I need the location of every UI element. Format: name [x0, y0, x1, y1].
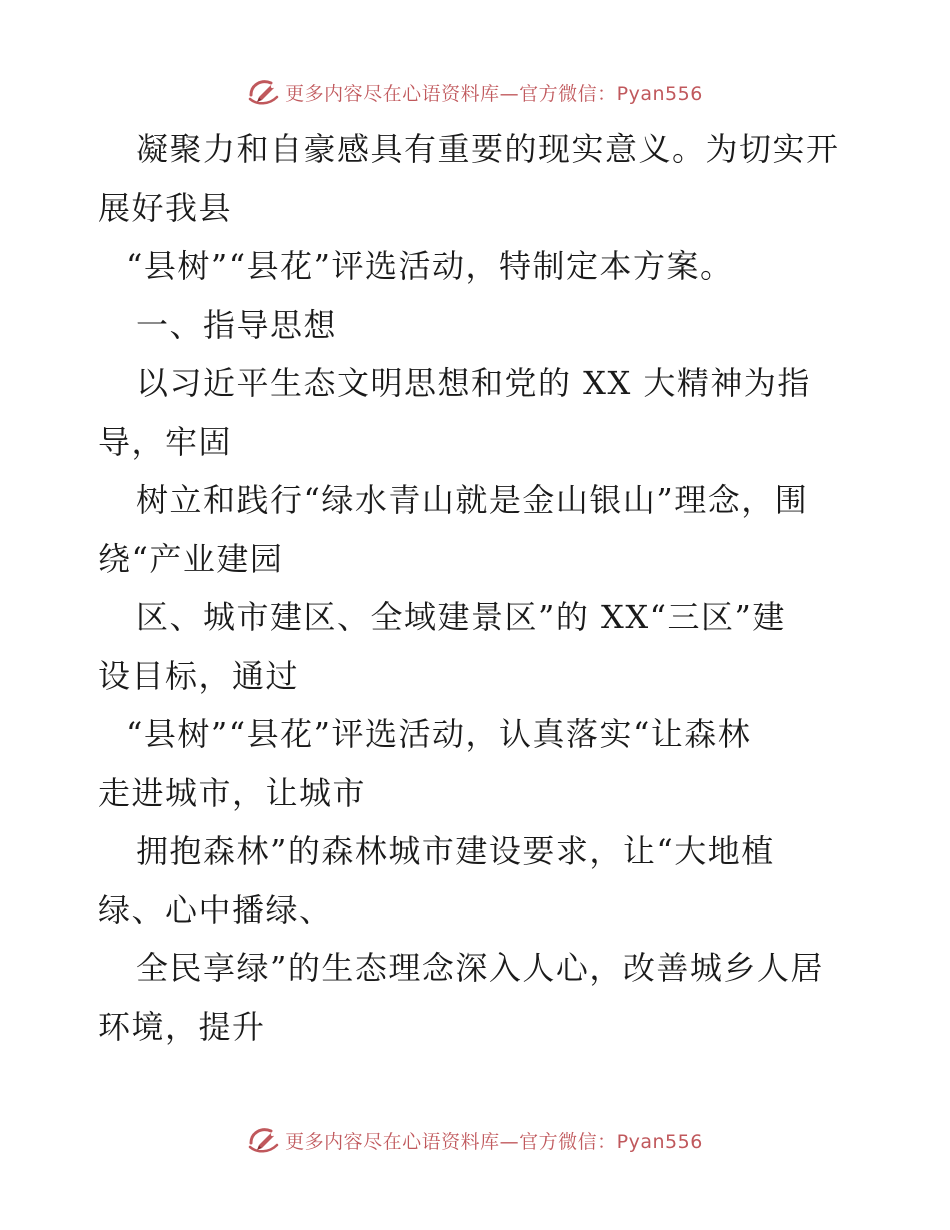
text-line: 拥抱森林”的森林城市建设要求，让“大地植	[136, 832, 775, 870]
watermark-footer	[0, 1120, 950, 1160]
text-line: 凝聚力和自豪感具有重要的现实意义。为切实开	[136, 130, 840, 168]
text-line: 走进城市，让城市	[98, 773, 367, 812]
text-line: 展好我县	[98, 188, 233, 227]
text-line: 以习近平生态文明思想和党的 XX 大精神为指	[136, 364, 811, 402]
text-line: 导，牢固	[98, 422, 233, 461]
document-body	[98, 120, 858, 1056]
text-line: 一、指导思想	[136, 305, 338, 344]
text-line: 设目标，通过	[98, 656, 300, 695]
text-line: 区、城市建区、全域建景区”的 XX“三区”建	[136, 598, 786, 636]
text-line: 绿、心中播绿、	[98, 890, 333, 929]
pen-swoosh-logo-icon	[247, 1123, 281, 1157]
text-line: “县树”“县花”评选活动，特制定本方案。	[126, 247, 734, 285]
text-line: 树立和践行“绿水青山就是金山银山”理念，围	[136, 481, 809, 519]
watermark-header	[0, 72, 950, 112]
text-line: 全民享绿”的生态理念深入人心，改善城乡人居	[136, 949, 824, 987]
pen-swoosh-logo-icon	[247, 75, 281, 109]
watermark-text: 更多内容尽在心语资料库—官方微信：Pyan556	[285, 82, 703, 105]
text-line: 环境，提升	[98, 1007, 266, 1046]
text-line: “县树”“县花”评选活动，认真落实“让森林	[126, 715, 752, 753]
text-line: 绕“产业建园	[98, 539, 284, 578]
watermark-text: 更多内容尽在心语资料库—官方微信：Pyan556	[285, 1130, 703, 1153]
